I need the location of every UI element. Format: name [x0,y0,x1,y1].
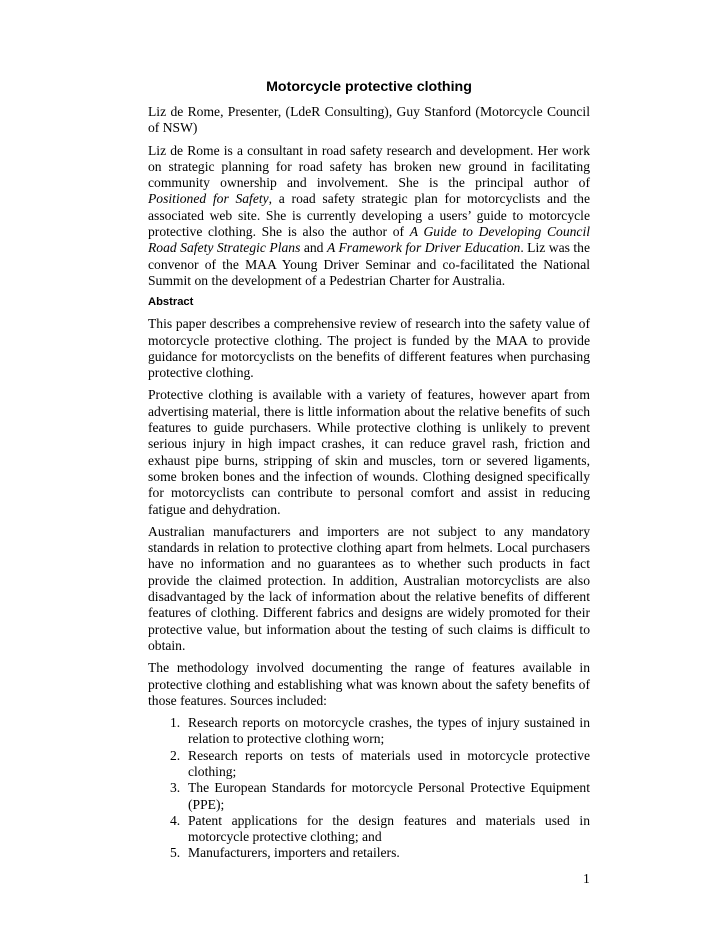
list-number: 4. [170,812,181,828]
page-number: 1 [583,871,590,886]
abstract-paragraph-2: Protective clothing is available with a variety of features, however apart from advertising material, there is little information about the relative benefits of such features to guide purchasers. While protective clothing is unlikely to prevent serious injury in high impact crashes, it can reduce gravel rash, friction and exhaust pipe burns, stripping of skin and muscles, torn or severed ligaments, some broken bones and the infection of wounds. Clothing designed specifically for motorcyclists can contribute to personal comfort and assist in reducing fatigue and dehydration. [148,387,590,517]
abstract-paragraph-1: This paper describes a comprehensive review of research into the safety value of motorcycle protective clothing. The project is funded by the MAA to provide guidance for motorcyclists on the benefits of different features when purchasing protective clothing. [148,316,590,381]
list-item [148,813,590,846]
page-title: Motorcycle protective clothing [266,79,472,95]
list-item [148,715,590,748]
author-bio [148,143,590,290]
list-number: 3. [170,780,181,796]
list-text: The European Standards for motorcycle Personal Protective Equipment (PPE); [188,780,590,812]
abstract-paragraph-4: The methodology involved documenting the range of features available in protective clothing and establishing what was known about the safety benefits of those features. Sources included: [148,660,590,708]
bio-title-council-guide: A Guide to Developing Council Road Safety Strategic Plans [148,224,590,256]
list-number: 5. [170,845,181,861]
abstract-heading: Abstract [148,296,194,309]
bio-title-driver-framework: A Framework for Driver Education [326,240,521,256]
abstract-paragraph-3: Australian manufacturers and importers are not subject to any mandatory standards in relation to protective clothing apart from helmets. Local purchasers have no information and no guarantees as to whether such products in fact provide the claimed protection. In addition, Australian motorcyclists are also disadvantaged by the lack of information about the relative benefits of different features of clothing. Different fabrics and designs are widely promoted for their protective value, but information about the testing of such claims is difficult to obtain. [148,523,590,653]
bio-text-3: and [300,240,327,256]
bio-title-positioned-for-safety: Positioned for Safety [148,191,269,207]
list-number: 2. [170,747,181,763]
list-item [148,845,590,861]
list-number: 1. [170,715,181,731]
sources-list [148,715,590,862]
bio-text-4: . Liz was the convenor of the MAA Young Driver Seminar and co-facilitated the National Summit on the development of a Pedestrian Charter for Australia. [148,240,590,288]
list-item [148,780,590,813]
list-text: Research reports on motorcycle crashes, the types of injury sustained in relation to protective clothing worn; [188,715,590,747]
list-item [148,748,590,781]
list-text: Research reports on tests of materials used in motorcycle protective clothing; [188,747,590,779]
list-text: Patent applications for the design features and materials used in motorcycle protective clothing; and [188,812,590,845]
authors-line: Liz de Rome, Presenter, (LdeR Consulting), Guy Stanford (Motorcycle Council of NSW) [148,104,590,136]
list-text: Manufacturers, importers and retailers. [188,845,400,861]
bio-text-2: , a road safety strategic plan for motorcyclists and the associated web site. She is currently developing a users’ guide to motorcycle protective clothing. She is also the author of [148,191,590,240]
bio-text-1: Liz de Rome is a consultant in road safety research and development. Her work on strategic planning for road safety has broken new ground in facilitating community ownership and involvement. She is the principal author of [148,142,590,191]
page-content [148,78,590,862]
